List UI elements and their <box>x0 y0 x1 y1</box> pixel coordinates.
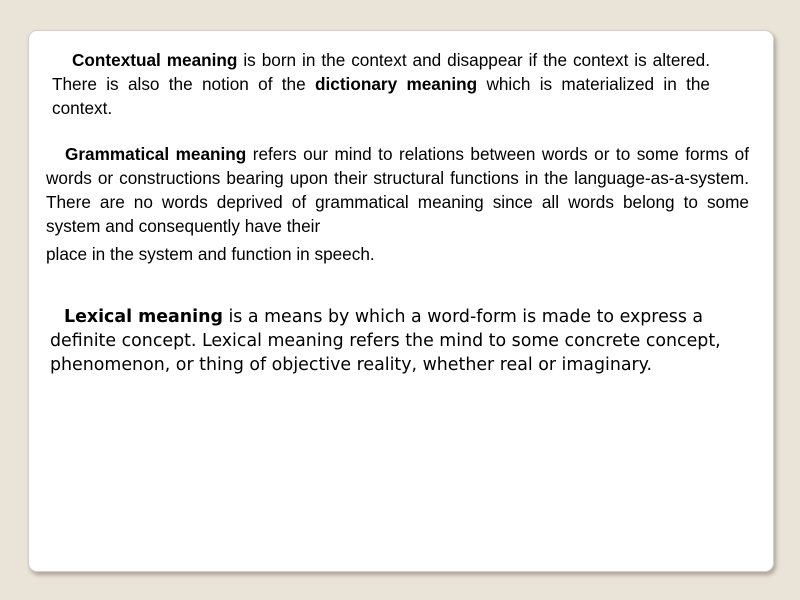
dictionary-meaning-term: dictionary meaning <box>315 74 478 94</box>
grammatical-meaning-text: refers our mind to relations between words or to some forms of words or constructions bearing upon their structural functions in the language-as-a-system. There are no words deprived of grammatical meaning since all words belong to some system and consequently have their <box>46 144 749 236</box>
lexical-meaning-term: Lexical meaning <box>64 307 223 327</box>
grammatical-meaning-term: Grammatical meaning <box>65 144 247 164</box>
grammatical-meaning-paragraph <box>46 142 749 266</box>
contextual-meaning-text: is born in the context and disappear if the context is altered. There is also the notion of the <box>52 50 710 94</box>
lexical-meaning-text: is a means by which a word-form is made to express a definite concept. Lexical meaning refers the mind to some concrete concept, phenomenon, or thing of objective reality, whether real or imaginary. <box>50 307 721 375</box>
contextual-meaning-paragraph <box>52 48 710 120</box>
grammatical-meaning-text-end: place in the system and function in speech. <box>46 244 375 264</box>
lexical-meaning-paragraph <box>50 305 730 377</box>
contextual-meaning-term: Contextual meaning <box>72 50 238 70</box>
contextual-meaning-text-end: which is materialized in the context. <box>52 74 710 118</box>
